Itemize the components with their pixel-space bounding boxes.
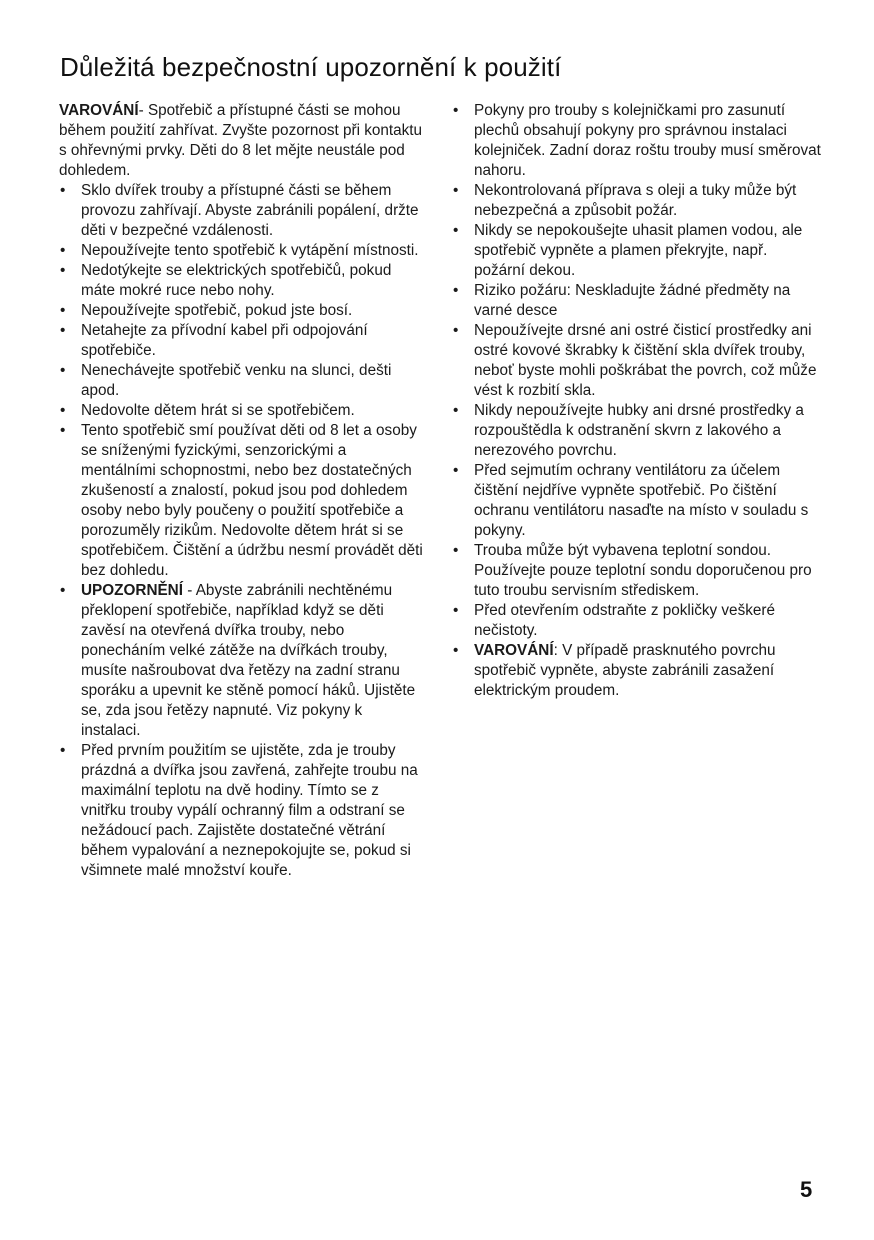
item-text: Nedotýkejte se elektrických spotřebičů, pokud máte mokré ruce nebo nohy. [81, 262, 392, 299]
list-item [452, 541, 822, 601]
item-text: Před sejmutím ochrany ventilátoru za účelem čištění nejdříve vypněte spotřebič. Po čištění ochranu ventilátoru nasaďte na místo v souladu s pokyny. [474, 462, 809, 539]
item-text: Netahejte za přívodní kabel při odpojování spotřebiče. [81, 322, 368, 359]
list-item [452, 641, 822, 701]
item-text: Nenechávejte spotřebič venku na slunci, dešti apod. [81, 362, 392, 399]
item-text: : V případě prasknutého povrchu spotřebič vypněte, abyste zabránili zasažení elektrickým proudem. [474, 642, 776, 699]
page-number: 5 [800, 1177, 813, 1202]
warning-intro-text: - Spotřebič a přístupné části se mohou během použití zahřívat. Zvyšte pozornost při kontaktu s ohřevnými prvky. Děti do 8 let mějte neustále pod dohledem. [59, 102, 423, 179]
list-item [452, 281, 822, 321]
list-item [59, 301, 424, 321]
list-item [452, 181, 822, 221]
list-item [452, 221, 822, 281]
left-column [59, 101, 424, 881]
list-item [452, 461, 822, 541]
list-item [452, 601, 822, 641]
list-item [59, 741, 424, 881]
left-bullet-list [59, 181, 424, 881]
item-text: - Abyste zabránili nechtěnému překlopení spotřebiče, například když se děti zavěsí na otevřená dvířka trouby, nebo ponecháním velké zátěže na dvířkách trouby, musíte našroubovat dva řetězy na zadní stranu sporáku a upevnit ke stěně pomocí háků. Ujistěte se, zda jsou řetězy napnuté. Viz pokyny k instalaci. [81, 582, 416, 739]
list-item [452, 101, 822, 181]
list-item [59, 181, 424, 241]
list-item [452, 401, 822, 461]
item-text: Riziko požáru: Neskladujte žádné předměty na varné desce [474, 282, 791, 319]
list-item [59, 321, 424, 361]
item-text: Pokyny pro trouby s kolejničkami pro zasunutí plechů obsahují pokyny pro správnou instalaci kolejniček. Zadní doraz roštu trouby musí směrovat nahoru. [474, 102, 821, 179]
item-text: Nikdy nepoužívejte hubky ani drsné prostředky a rozpouštědla k odstranění skvrn z lakového a nerezového povrchu. [474, 402, 804, 459]
item-text: Trouba může být vybavena teplotní sondou. Používejte pouze teplotní sondu doporučenou pro tuto troubu servisním střediskem. [474, 542, 812, 599]
item-text: Sklo dvířek trouby a přístupné části se během provozu zahřívají. Abyste zabránili popálení, držte děti v bezpečné vzdálenosti. [81, 182, 419, 239]
list-item [59, 421, 424, 581]
list-item [59, 361, 424, 401]
right-column [452, 101, 822, 701]
item-text: Nepoužívejte tento spotřebič k vytápění místnosti. [81, 242, 419, 259]
list-item [59, 401, 424, 421]
item-text: Nepoužívejte drsné ani ostré čisticí prostředky ani ostré kovové škrabky k čištění skla dvířek trouby, neboť byste mohli poškrábat the povrch, což může vést k rozbití skla. [474, 322, 817, 399]
item-text: Tento spotřebič smí používat děti od 8 let a osoby se sníženými fyzickými, senzorickými a mentálními schopnostmi, nebo bez dostatečných zkušeností a znalostí, pokud jsou pod dohledem osoby nebo byly poučeny o použití spotřebiče a porozuměly rizikům. Nedovolte dětem hrát si se spotřebičem. Čištění a údržbu nesmí provádět děti bez dohledu. [81, 422, 423, 579]
item-text: Před prvním použitím se ujistěte, zda je trouby prázdná a dvířka jsou zavřená, zahřejte troubu na maximální teplotu na dvě hodiny. Tímto se z vnitřku trouby vypálí ochranný film a odstraní se nežádoucí pach. Zajistěte dostatečné větrání během vypalování a neznepokojujte se, pokud si všimnete malé množství kouře. [81, 742, 418, 879]
item-text: Nepoužívejte spotřebič, pokud jste bosí. [81, 302, 353, 319]
page-title: Důležitá bezpečnostní upozornění k použití [60, 52, 562, 82]
list-item [59, 581, 424, 741]
item-text: Nedovolte dětem hrát si se spotřebičem. [81, 402, 355, 419]
list-item [59, 241, 424, 261]
item-label: UPOZORNĚNÍ [81, 582, 183, 599]
item-label: VAROVÁNÍ [474, 642, 554, 659]
item-text: Nekontrolovaná příprava s oleji a tuky může být nebezpečná a způsobit požár. [474, 182, 797, 219]
item-text: Před otevřením odstraňte z pokličky veškeré nečistoty. [474, 602, 775, 639]
list-item [59, 261, 424, 301]
warning-label: VAROVÁNÍ [59, 102, 139, 119]
list-item [452, 321, 822, 401]
right-bullet-list [452, 101, 822, 701]
item-text: Nikdy se nepokoušejte uhasit plamen vodou, ale spotřebič vypněte a plamen překryjte, např. požární dekou. [474, 222, 803, 279]
warning-intro [59, 101, 424, 181]
